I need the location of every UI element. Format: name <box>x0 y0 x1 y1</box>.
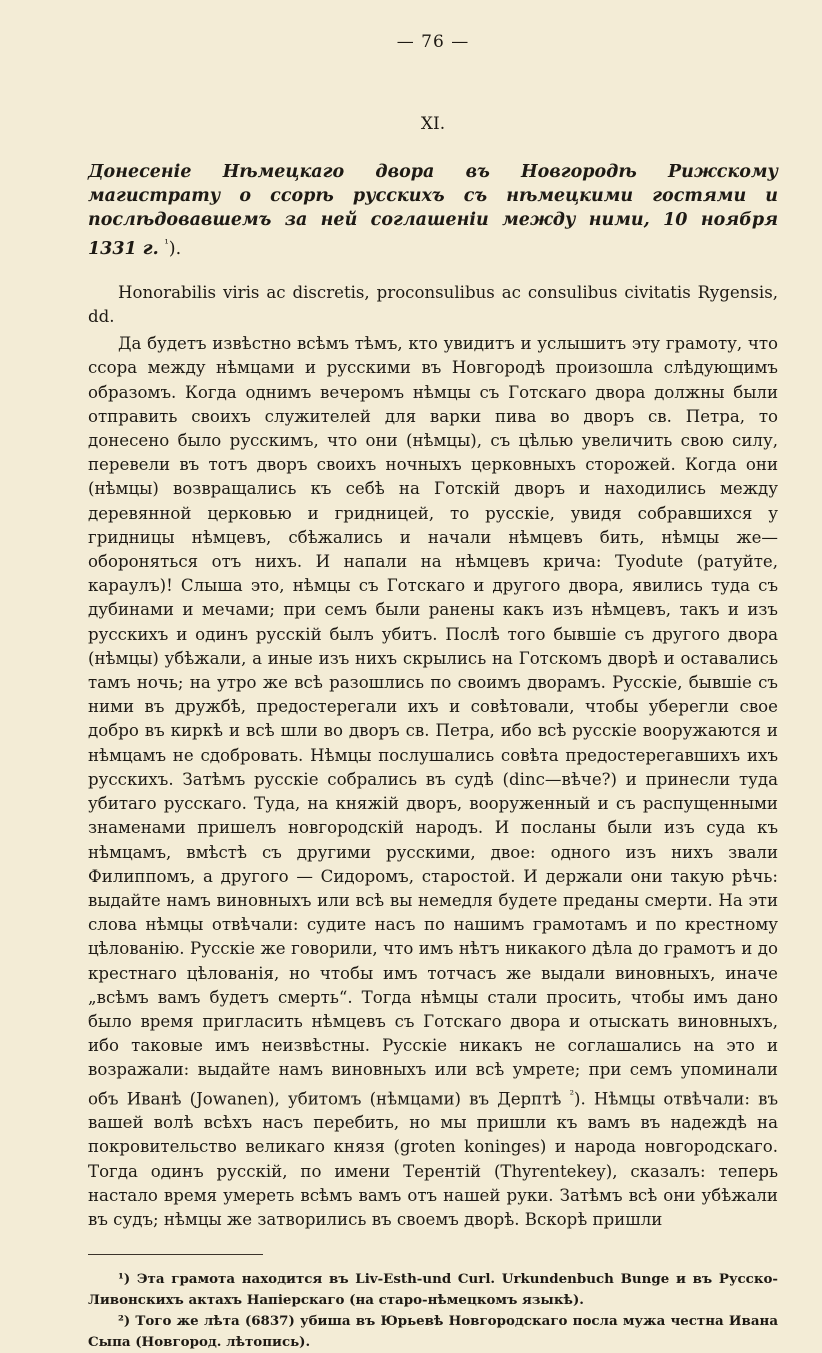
document-body <box>88 281 778 1232</box>
heading-footnote-ref: ¹ <box>164 237 169 250</box>
page-number: — 76 — <box>396 32 470 52</box>
document-heading: Донесенiе Нѣмецкаго двора въ Новгородѣ Рижскому магистрату о ссорѣ русскихъ съ нѣмецкими гостями и послѣдовавшемъ за ней соглашенiи между ними, 10 ноября 1331 г. $^{^1}$). <box>88 162 778 259</box>
body-text: Да будетъ извѣстно всѣмъ тѣмъ, кто увидитъ и услышитъ эту грамоту, что ссора между нѣмцами и русскими въ Новгородѣ произошла слѣдующимъ образомъ. Когда однимъ вечеромъ нѣмцы съ Готскаго двора должны были отправить своихъ служителей для варки пива во дворъ св. Петра, то донесено было русскимъ, что они (нѣмцы), съ цѣлью увеличить свою силу, перевели въ тотъ дворъ своихъ ночныхъ церковныхъ сторожей. Когда они (нѣмцы) возвращались къ себѣ на Готскiй дворъ и находились между деревянной церковью и гридницей, то русскiе, увидя собравшихся у гридницы нѣмцевъ, сбѣжались и начали нѣмцевъ бить, нѣмцы же—обороняться отъ нихъ. И напали на нѣмцевъ крича: Tyodute (ратуйте, караулъ)! Слыша это, нѣмцы съ Готскаго и другого двора, явились туда съ дубинами и мечами; при семъ были ранены какъ изъ нѣмцевъ, такъ и изъ русскихъ и одинъ русскiй былъ убитъ. Послѣ того бывшiе съ другого двора (нѣмцы) убѣжали, а иные изъ нихъ скрылись на Готскомъ дворѣ и оставались тамъ ночь; на утро же всѣ разошлись по своимъ дворамъ. Русскiе, бывшiе съ ними въ дружбѣ, предостерегали ихъ и совѣтовали, чтобы уберегли свое добро въ киркѣ и всѣ шли во дворъ св. Петра, ибо всѣ русскiе вооружаются и нѣмцамъ не сдобровать. Нѣмцы послушались совѣта предостерегавшихъ ихъ русскихъ. Затѣмъ русскiе собрались въ судѣ (dinc—вѣче?) и принесли туда убитаго русскаго. Туда, на княжiй дворъ, вооруженный и съ распущенными знаменами пришелъ новгородскiй народъ. И посланы были изъ суда къ нѣмцамъ, вмѣстѣ съ другими русскими, двое: одного изъ нихъ звали Филиппомъ, а другого — Сидоромъ, старостой. И держали они такую рѣчь: выдайте намъ виновныхъ или всѣ вы немедля будете преданы смерти. На эти слова нѣмцы отвѣчали: судите насъ по нашимъ грамотамъ и по крестному цѣлованiю. Русскiе же говорили, что имъ нѣтъ никакого дѣла до грамотъ и до крестнаго цѣлованiя, но чтобы имъ тотчасъ же выдали виновныхъ, иначе „всѣмъ вамъ будетъ смерть“. Тогда нѣмцы стали просить, чтобы имъ дано было время пригласить нѣмцевъ съ Готскаго двора и отыскать виновныхъ, ибо таковые имъ неизвѣстны. Русскiе никакъ не соглашались на это и возражали: выдайте намъ виновныхъ или всѣ умрете; при семъ упоминали объ Иванѣ (Jowanen), убитомъ (нѣмцами) въ Дерптѣ <box>88 334 778 1109</box>
heading-text: Донесенiе Нѣмецкаго двора въ Новгородѣ Рижскому магистрату о ссорѣ русскихъ съ нѣмецкими гостями и послѣдовавшемъ за ней соглашенiи между ними, 10 ноября 1331 г. <box>88 162 778 259</box>
footnote-1-text: Эта грамота находится въ Liv-Esth-und Curl. Urkundenbuch Bunge и въ Русско-Ливонскихъ актахъ Напiерскаго (на старо-нѣмецкомъ языкѣ). <box>88 1271 778 1309</box>
body-paragraph: Да будетъ извѣстно всѣмъ тѣмъ, кто увидитъ и услышитъ эту грамоту, что ссора между нѣмцами и русскими въ Новгородѣ произошла слѣдующимъ образомъ. Когда однимъ вечеромъ нѣмцы съ Готскаго двора должны были отправить своихъ служителей для варки пива во дворъ св. Петра, то донесено было русскимъ, что они (нѣмцы), съ цѣлью увеличить свою силу, перевели въ тотъ дворъ своихъ ночныхъ церковныхъ сторожей. Когда они (нѣмцы) возвращались къ себѣ на Готскiй дворъ и находились между деревянной церковью и гридницей, то русскiе, увидя собравшихся у гридницы нѣмцевъ, сбѣжались и начали нѣмцевъ бить, нѣмцы же—обороняться отъ нихъ. И напали на нѣмцевъ крича: Tyodute (ратуйте, караулъ)! Слыша это, нѣмцы съ Готскаго и другого двора, явились туда съ дубинами и мечами; при семъ были ранены какъ изъ нѣмцевъ, такъ и изъ русскихъ и одинъ русскiй былъ убитъ. Послѣ того бывшiе съ другого двора (нѣмцы) убѣжали, а иные изъ нихъ скрылись на Готскомъ дворѣ и оставались тамъ ночь; на утро же всѣ разошлись по своимъ дворамъ. Русскiе, бывшiе съ ними въ дружбѣ, предостерегали ихъ и совѣтовали, чтобы уберегли свое добро въ киркѣ и всѣ шли во дворъ св. Петра, ибо всѣ русскiе вооружаются и нѣмцамъ не сдобровать. Нѣмцы послушались совѣта предостерегавшихъ ихъ русскихъ. Затѣмъ русскiе собрались въ судѣ (dinc—вѣче?) и принесли туда убитаго русскаго. Туда, на княжiй дворъ, вооруженный и съ распущенными знаменами пришелъ новгородскiй народъ. И посланы были изъ суда къ нѣмцамъ, вмѣстѣ съ другими русскими, двое: одного изъ нихъ звали Филиппомъ, а другого — Сидоромъ, старостой. И держали они такую рѣчь: выдайте намъ виновныхъ или всѣ вы немедля будете преданы смерти. На эти слова нѣмцы отвѣчали: судите насъ по нашимъ грамотамъ и по крестному цѣлованiю. Русскiе же говорили, что имъ нѣтъ никакого дѣла до грамотъ и до крестнаго цѣлованiя, но чтобы имъ тотчасъ же выдали виновныхъ, иначе „всѣмъ вамъ будетъ смерть“. Тогда нѣмцы стали просить, чтобы имъ дано было время пригласить нѣмцевъ съ Готскаго двора и отыскать виновныхъ, ибо таковые имъ неизвѣстны. Русскiе никакъ не соглашались на это и возражали: выдайте намъ виновныхъ или всѣ умрете; при семъ упоминали объ Иванѣ (Jowanen), убитомъ (нѣмцами) въ Дерптѣ $^{^2}$). Нѣмцы отвѣчали: въ вашей волѣ всѣхъ насъ перебить, но мы пришли къ вамъ въ надеждѣ на покровительство великаго князя (groten koninges) и народа новгородскаго. Тогда одинъ русскiй, по имени Терентiй (Thyrentekey), сказалъ: теперь настало время умереть всѣмъ вамъ отъ нашей руки. Затѣмъ всѣ они убѣжали въ судъ; нѣмцы же затворились въ своемъ дворѣ. Вскорѣ пришли <box>88 334 778 1230</box>
section-number: XI. <box>420 114 446 134</box>
footnote-2-text: Того же лѣта (6837) убиша въ Юрьевѣ Новгородскаго посла мужа честна Ивана Сыпа (Новгород. лѣтопись). <box>88 1313 778 1351</box>
footnote-2 <box>88 1311 778 1353</box>
footnote-2-marker: ²) <box>118 1313 131 1330</box>
footnote-1-marker: ¹) <box>118 1271 131 1288</box>
body-footnote-ref: ² <box>569 1087 575 1101</box>
footnotes <box>88 1269 778 1353</box>
footnote-1 <box>88 1269 778 1311</box>
salutation: Honorabilis viris ac discretis, proconsulibus ac consulibus civitatis Rygensis, dd. <box>88 282 778 327</box>
body-text-continued: . Нѣмцы отвѣчали: въ вашей волѣ всѣхъ насъ перебить, но мы пришли къ вамъ въ надеждѣ на покровительство великаго князя (groten koninges) и народа новгородскаго. Тогда одинъ русскiй, по имени Терентiй (Thyrentekey), сказалъ: теперь настало время умереть всѣмъ вамъ отъ нашей руки. Затѣмъ всѣ они убѣжали въ судъ; нѣмцы же затворились въ своемъ дворѣ. Вскорѣ пришли <box>88 1089 778 1230</box>
footnote-divider <box>88 1254 263 1255</box>
